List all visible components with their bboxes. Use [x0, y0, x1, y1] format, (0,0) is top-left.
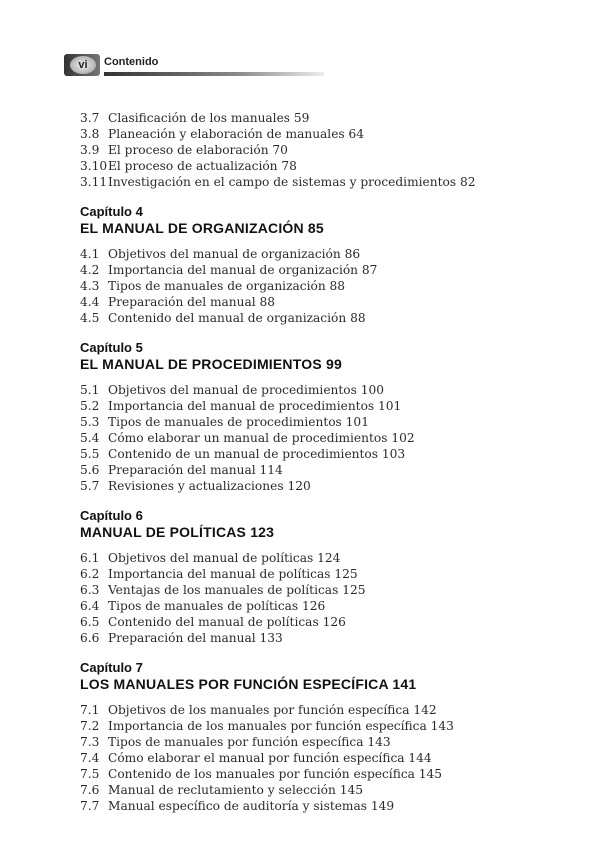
- section-number: 6.3: [80, 583, 100, 597]
- toc-entry: [80, 550, 580, 566]
- section-number: 5.3: [80, 415, 100, 429]
- section-title: Manual de reclutamiento y selección 145: [108, 783, 363, 797]
- section-title: Objetivos del manual de políticas 124: [108, 551, 341, 565]
- header-rule: [104, 72, 324, 76]
- section-number: 6.4: [80, 599, 100, 613]
- toc-entry: [80, 798, 580, 814]
- section-number: 5.7: [80, 479, 100, 493]
- section-number: 7.1: [80, 703, 100, 717]
- toc-entry: [80, 766, 580, 782]
- section-title: Objetivos del manual de procedimientos 100: [108, 383, 385, 397]
- section-title: Cómo elaborar un manual de procedimientos 102: [108, 431, 415, 445]
- toc-entry: [80, 142, 580, 158]
- chapter-label: Capítulo 5: [80, 340, 143, 355]
- toc-entry: [80, 174, 580, 190]
- chapter-title: EL MANUAL DE PROCEDIMIENTOS 99: [80, 356, 342, 372]
- section-number: 5.1: [80, 383, 100, 397]
- section-title: El proceso de actualización 78: [108, 159, 297, 173]
- toc-entry: [80, 582, 580, 598]
- toc-entry: [80, 478, 580, 494]
- section-number: 5.6: [80, 463, 100, 477]
- section-number: 3.9: [80, 143, 100, 157]
- chapter-title: MANUAL DE POLÍTICAS 123: [80, 524, 275, 540]
- chapter-label: Capítulo 4: [80, 204, 143, 219]
- section-number: 4.5: [80, 311, 100, 325]
- toc-entry: [80, 126, 580, 142]
- section-title: Contenido de los manuales por función específica 145: [108, 767, 443, 781]
- toc-entry: [80, 158, 580, 174]
- toc-entry: [80, 734, 580, 750]
- section-title: Cómo elaborar el manual por función específica 144: [108, 751, 432, 765]
- section-title: Importancia del manual de organización 87: [108, 263, 378, 277]
- page-number-badge: [64, 54, 100, 76]
- toc-entry: [80, 278, 580, 294]
- section-title: Objetivos del manual de organización 86: [108, 247, 361, 261]
- section-title: Manual específico de auditoría y sistemas 149: [108, 799, 395, 813]
- section-number: 7.3: [80, 735, 100, 749]
- chapter-title: LOS MANUALES POR FUNCIÓN ESPECÍFICA 141: [80, 676, 417, 692]
- toc-entry: [80, 598, 580, 614]
- toc-entry: [80, 414, 580, 430]
- section-title: Contenido de un manual de procedimientos 103: [108, 447, 406, 461]
- toc-entry: [80, 398, 580, 414]
- section-number: 7.4: [80, 751, 100, 765]
- section-title: Contenido del manual de políticas 126: [108, 615, 346, 629]
- section-number: 4.2: [80, 263, 100, 277]
- header-title: Contenido: [104, 56, 159, 68]
- chapter-heading: [80, 508, 580, 540]
- section-number: 5.2: [80, 399, 100, 413]
- toc-entry: [80, 382, 580, 398]
- toc-entry: [80, 614, 580, 630]
- toc-entry: [80, 294, 580, 310]
- section-number: 5.4: [80, 431, 100, 445]
- toc-entry: [80, 246, 580, 262]
- section-number: 6.6: [80, 631, 100, 645]
- chapter-title: EL MANUAL DE ORGANIZACIÓN 85: [80, 220, 324, 236]
- section-title: Investigación en el campo de sistemas y procedimientos 82: [108, 175, 476, 189]
- toc-entry: [80, 566, 580, 582]
- toc-entry: [80, 446, 580, 462]
- section-title: Importancia del manual de políticas 125: [108, 567, 358, 581]
- section-title: Contenido del manual de organización 88: [108, 311, 366, 325]
- section-title: El proceso de elaboración 70: [108, 143, 288, 157]
- chapter-heading: [80, 660, 580, 692]
- section-number: 4.3: [80, 279, 100, 293]
- section-title: Preparación del manual 133: [108, 631, 283, 645]
- section-title: Ventajas de los manuales de políticas 125: [108, 583, 366, 597]
- toc-entry: [80, 782, 580, 798]
- section-title: Objetivos de los manuales por función específica 142: [108, 703, 437, 717]
- section-number: 6.1: [80, 551, 100, 565]
- chapter-label: Capítulo 7: [80, 660, 143, 675]
- chapter-heading: [80, 340, 580, 372]
- section-title: Clasificación de los manuales 59: [108, 111, 310, 125]
- section-title: Tipos de manuales de organización 88: [108, 279, 346, 293]
- toc-entry: [80, 462, 580, 478]
- section-title: Preparación del manual 88: [108, 295, 276, 309]
- section-number: 3.8: [80, 127, 100, 141]
- toc-entry: [80, 702, 580, 718]
- section-number: 7.7: [80, 799, 100, 813]
- table-of-contents: [80, 110, 580, 814]
- section-title: Preparación del manual 114: [108, 463, 283, 477]
- section-number: 3.7: [80, 111, 100, 125]
- toc-entry: [80, 750, 580, 766]
- chapter-heading: [80, 204, 580, 236]
- section-title: Tipos de manuales de procedimientos 101: [108, 415, 369, 429]
- section-title: Tipos de manuales por función específica 143: [108, 735, 391, 749]
- section-title: Planeación y elaboración de manuales 64: [108, 127, 365, 141]
- page-number: vi: [70, 56, 96, 74]
- section-title: Importancia del manual de procedimientos 101: [108, 399, 402, 413]
- toc-entry: [80, 262, 580, 278]
- section-number: 7.2: [80, 719, 100, 733]
- toc-entry: [80, 718, 580, 734]
- section-title: Tipos de manuales de políticas 126: [108, 599, 326, 613]
- section-number: 4.1: [80, 247, 100, 261]
- section-number: 5.5: [80, 447, 100, 461]
- section-number: 4.4: [80, 295, 100, 309]
- section-number: 6.5: [80, 615, 100, 629]
- toc-entry: [80, 110, 580, 126]
- section-number: 6.2: [80, 567, 100, 581]
- chapter-label: Capítulo 6: [80, 508, 143, 523]
- section-number: 3.11: [80, 175, 108, 189]
- section-title: Importancia de los manuales por función específica 143: [108, 719, 454, 733]
- toc-entry: [80, 630, 580, 646]
- toc-entry: [80, 310, 580, 326]
- section-number: 3.10: [80, 159, 108, 173]
- running-header: [64, 52, 334, 78]
- section-title: Revisiones y actualizaciones 120: [108, 479, 311, 493]
- toc-entry: [80, 430, 580, 446]
- section-number: 7.5: [80, 767, 100, 781]
- section-number: 7.6: [80, 783, 100, 797]
